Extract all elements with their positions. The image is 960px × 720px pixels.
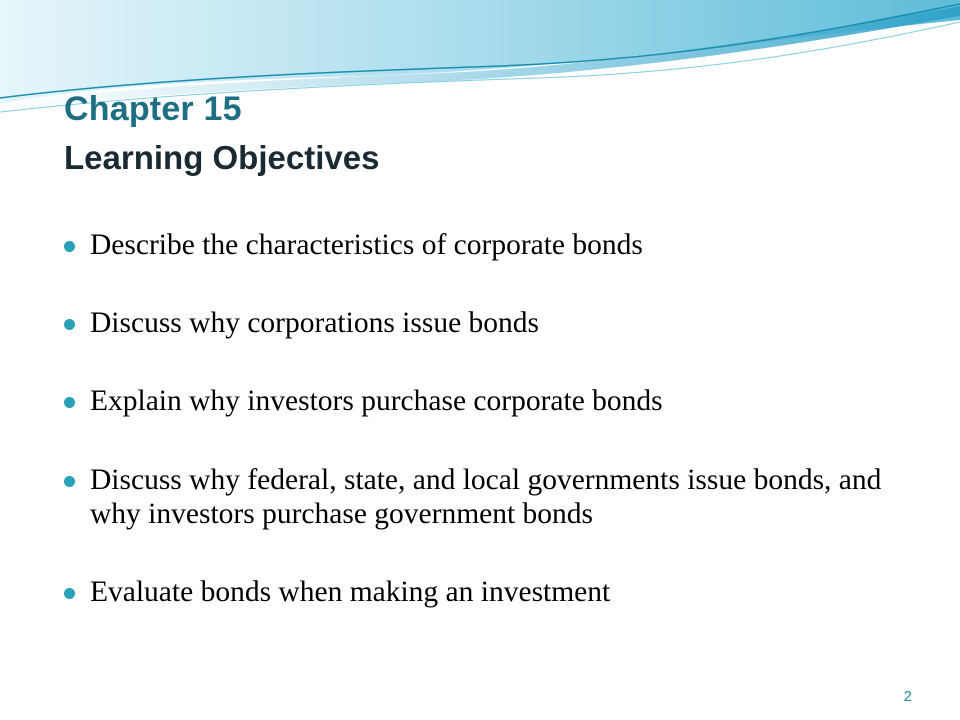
objective-text: Explain why investors purchase corporate bonds — [90, 385, 663, 418]
chapter-title: Chapter 15 — [64, 90, 242, 128]
bullet-icon — [64, 319, 75, 330]
section-title: Learning Objectives — [64, 138, 380, 176]
objective-text: Discuss why corporations issue bonds — [90, 307, 540, 340]
slide-title — [64, 88, 904, 178]
bullet-icon — [64, 397, 75, 408]
objectives-list — [64, 228, 924, 609]
bullet-icon — [64, 588, 75, 599]
objective-item — [64, 306, 924, 340]
objective-text: Describe the characteristics of corporate bonds — [90, 229, 643, 261]
objective-text: Evaluate bonds when making an investment — [90, 576, 611, 609]
objective-item — [64, 384, 924, 418]
bullet-icon — [64, 476, 75, 487]
objective-item — [64, 575, 924, 609]
objective-item — [64, 228, 924, 262]
page-number: 2 — [903, 688, 912, 705]
bullet-icon — [64, 241, 75, 252]
objective-text: Discuss why federal, state, and local governments issue bonds, and why investors purchase government bonds — [90, 463, 882, 530]
objective-item — [64, 463, 924, 531]
